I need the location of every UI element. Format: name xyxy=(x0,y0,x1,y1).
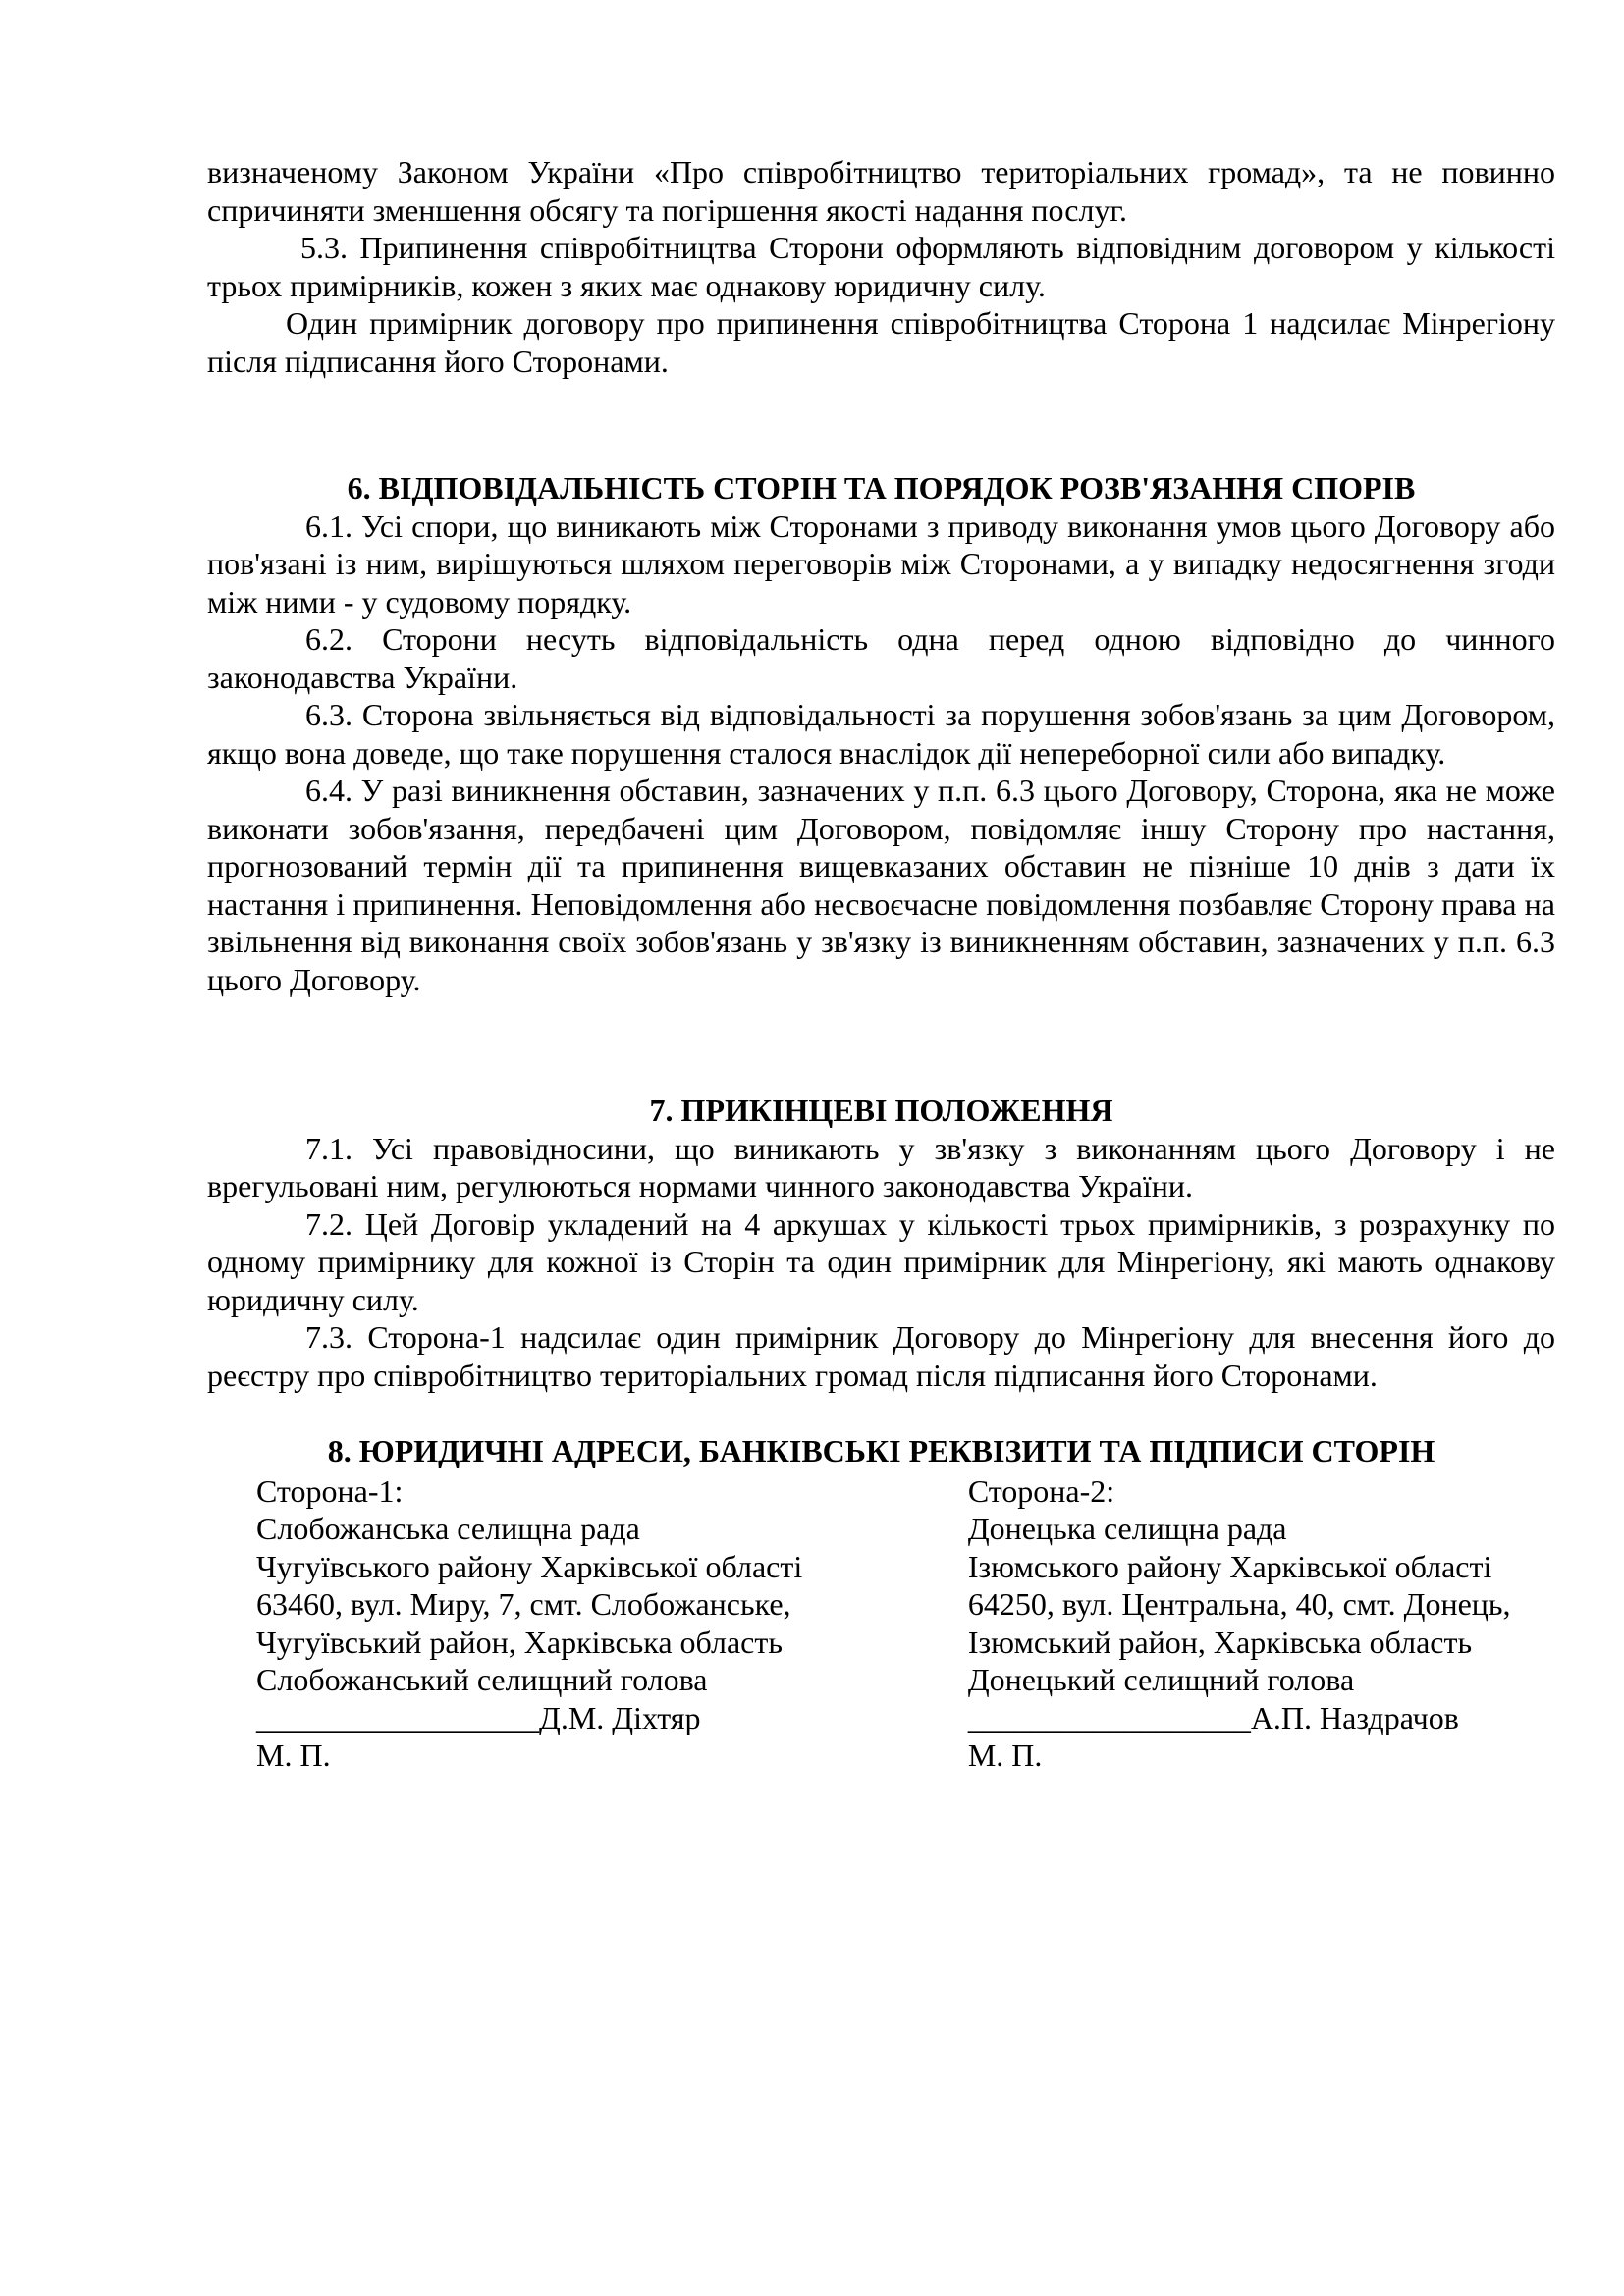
document-body xyxy=(207,153,1555,1775)
party-1-district: Чугуївського району Харківської області xyxy=(256,1548,803,1584)
paragraph-6-2: 6.2. Сторони несуть відповідальність одна перед одною відповідно до чинного законодавства України. xyxy=(207,621,1555,695)
party-2-region: Ізюмський район, Харківська область xyxy=(967,1624,1473,1660)
paragraph-7-1: 7.1. Усі правовідносини, що виникають у зв'язку з виконанням цього Договору і не врегульовані ним, регулюються нормами чинного законодавства України. xyxy=(207,1130,1555,1203)
paragraph-7-2: 7.2. Цей Договір укладений на 4 аркушах у кількості трьох примірників, з розрахунку по одному примірнику для кожної із Сторін та один примірник для Мінрегіону, які мають однакову юридичну силу. xyxy=(207,1205,1555,1317)
paragraph-5-3: 5.3. Припинення співробітництва Сторони оформляють відповідним договором у кількості трьох примірників, кожен з яких має однакову юридичну силу. xyxy=(207,230,1555,303)
section-6-heading: 6. ВІДПОВІДАЛЬНІСТЬ СТОРІН ТА ПОРЯДОК РОЗВ'ЯЗАННЯ СПОРІВ xyxy=(347,470,1416,506)
paragraph-6-3: 6.3. Сторона звільняється від відповідальності за порушення зобов'язань за цим Договором, якщо вона доведе, що таке порушення сталося внаслідок дії непереборної сили або випадку. xyxy=(207,697,1555,771)
party-2-label: Сторона-2: xyxy=(967,1472,1115,1509)
party-1-label: Сторона-1: xyxy=(256,1472,404,1509)
paragraph-5-3-copy: Один примірник договору про припинення співробітництва Сторона 1 надсилає Мінрегіону після підписання його Сторонами. xyxy=(207,305,1555,379)
party-2-block xyxy=(968,1472,1555,1775)
party-1-region: Чугуївський район, Харківська область xyxy=(256,1624,783,1660)
party-1-name: Слобожанська селищна рада xyxy=(256,1511,640,1546)
section-8-heading: 8. ЮРИДИЧНІ АДРЕСИ, БАНКІВСЬКІ РЕКВІЗИТИ ТА ПІДПИСИ СТОРІН xyxy=(327,1433,1435,1468)
section-7-heading: 7. ПРИКІНЦЕВІ ПОЛОЖЕННЯ xyxy=(649,1093,1113,1128)
party-1-stamp: М. П. xyxy=(256,1737,331,1773)
party-2-position: Донецький селищний голова xyxy=(967,1662,1355,1697)
party-1-block xyxy=(256,1472,968,1775)
party-1-signature-line: __________________Д.М. Діхтяр xyxy=(256,1699,701,1735)
paragraph-6-1: 6.1. Усі спори, що виникають між Сторонами з приводу виконання умов цього Договору або пов'язані із ним, вирішуються шляхом переговорів між Сторонами, а у випадку недосягнення згоди між ними - у судовому порядку. xyxy=(207,507,1555,619)
party-2-district: Ізюмського району Харківської області xyxy=(967,1548,1492,1584)
party-1-position: Слобожанський селищний голова xyxy=(256,1662,708,1697)
paragraph-7-3: 7.3. Сторона-1 надсилає один примірник Договору до Мінрегіону для внесення його до реєстру про співробітництво територіальних громад після підписання його Сторонами. xyxy=(207,1319,1555,1393)
paragraph-5-2-continuation: визначеному Законом України «Про співробітництво територіальних громад», та не повинно спричиняти зменшення обсягу та погіршення якості надання послуг. xyxy=(207,154,1555,228)
party-2-name: Донецька селищна рада xyxy=(967,1511,1287,1546)
party-2-stamp: М. П. xyxy=(967,1737,1043,1773)
parties-requisites xyxy=(256,1472,1555,1775)
party-2-address: 64250, вул. Центральна, 40, смт. Донець, xyxy=(967,1586,1511,1622)
paragraph-6-4: 6.4. У разі виникнення обставин, зазначених у п.п. 6.3 цього Договору, Сторона, яка не може виконати зобов'язання, передбачені цим Договором, повідомляє іншу Сторону про настання, прогнозований термін дії та припинення вищевказаних обставин не пізніше 10 днів з дати їх настання і припинення. Неповідомлення або несвоєчасне повідомлення позбавляє Сторону права на звільнення від виконання своїх зобов'язань у зв'язку із виникненням обставин, зазначених у п.п. 6.3 цього Договору. xyxy=(207,773,1555,997)
party-2-signature-line: __________________А.П. Наздрачов xyxy=(967,1699,1459,1735)
party-1-address: 63460, вул. Миру, 7, смт. Слобожанське, xyxy=(256,1586,791,1622)
